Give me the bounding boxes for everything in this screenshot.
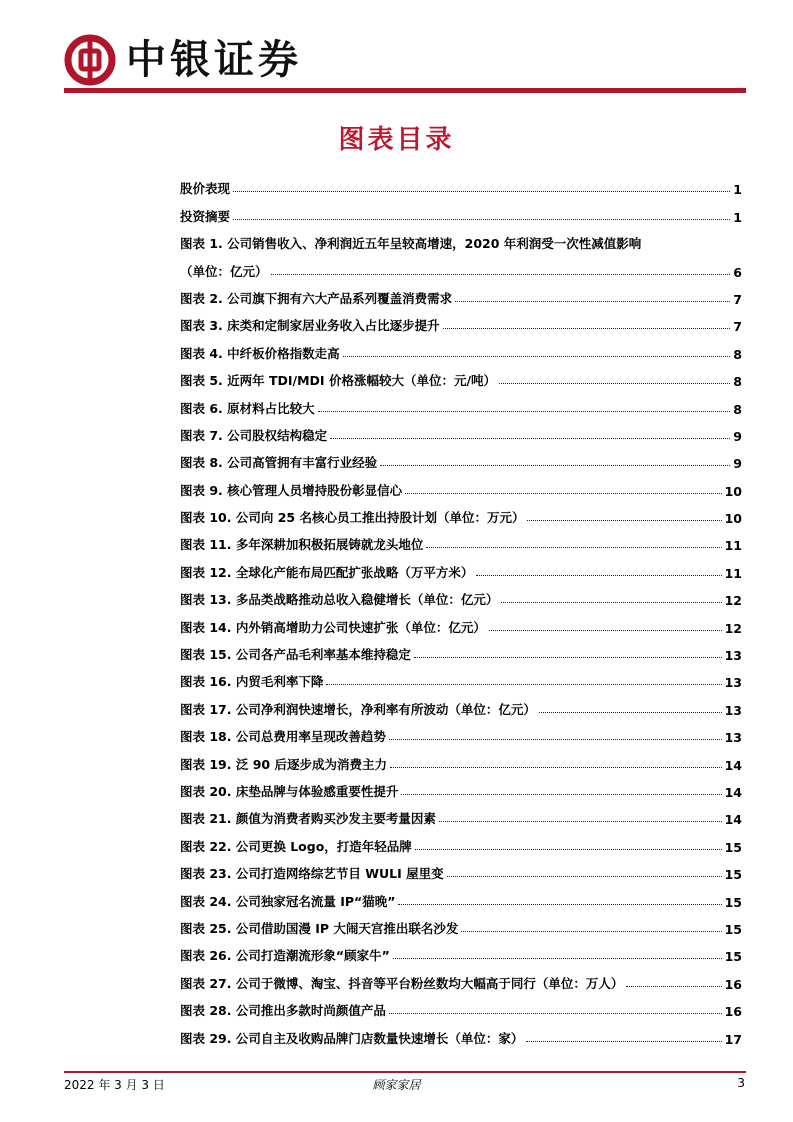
dot-leader [380, 465, 730, 466]
toc-entry-label: 图表 1. 公司销售收入、净利润近五年呈较高增速，2020 年利润受一次性减值影响 [180, 236, 642, 252]
page-title: 图表目录 [338, 125, 455, 155]
toc-entry[interactable] [180, 964, 742, 991]
toc-entry[interactable] [180, 773, 742, 800]
dot-leader [426, 547, 721, 548]
footer-page-number: 3 [737, 1076, 745, 1090]
toc-entry[interactable] [180, 334, 742, 361]
toc-entry[interactable] [180, 882, 742, 909]
toc-entry-label: 图表 14. 内外销高增助力公司快速扩张（单位：亿元） [180, 619, 486, 635]
toc-entry-label: 股价表现 [180, 181, 231, 197]
dot-leader [455, 301, 730, 302]
toc-entry-label: 图表 22. 公司更换 Logo，打造年轻品牌 [180, 838, 412, 854]
toc-entry[interactable] [180, 362, 742, 389]
toc-entry-label: 图表 9. 核心管理人员增持股份彰显信心 [180, 482, 403, 498]
toc-entry-page: 15 [724, 949, 742, 965]
toc-entry[interactable] [180, 663, 742, 690]
toc-entry[interactable] [180, 170, 742, 197]
dot-leader [330, 438, 730, 439]
toc-entry-label: 图表 3. 床类和定制家居业务收入占比逐步提升 [180, 318, 440, 334]
brand-name: 中银证券 [126, 36, 302, 83]
toc-entry[interactable] [180, 800, 742, 827]
toc-entry-page: 11 [724, 565, 742, 581]
toc-entry-page: 14 [724, 785, 742, 800]
toc-entry-label: 图表 26. 公司打造潮流形象“顾家牛” [180, 948, 390, 964]
dot-leader [461, 931, 721, 932]
toc-entry-page: 1 [733, 182, 742, 198]
toc-entry-label: 图表 20. 床垫品牌与体验感重要性提升 [180, 784, 399, 799]
toc-entry-page: 1 [733, 209, 742, 225]
toc-entry-label: 图表 15. 公司各产品毛利率基本维持稳定 [180, 647, 411, 663]
toc-entry-page: 13 [724, 702, 742, 718]
toc-entry[interactable] [180, 444, 742, 471]
toc-entry[interactable] [180, 225, 742, 280]
toc-entry-page: 12 [724, 620, 742, 636]
dot-leader [476, 575, 721, 576]
toc-entry-label: 图表 17. 公司净利润快速增长，净利率有所波动（单位：亿元） [180, 701, 536, 717]
toc-entry-label: 图表 5. 近两年 TDI/MDI 价格涨幅较大（单位：元/吨） [180, 373, 497, 389]
dot-leader [439, 821, 722, 822]
toc-entry-page: 7 [733, 291, 742, 307]
footer-divider [64, 1071, 746, 1073]
toc-entry[interactable] [180, 553, 742, 580]
toc-entry[interactable] [180, 910, 742, 937]
toc-entry-page: 9 [733, 456, 742, 472]
toc-entry[interactable] [180, 636, 742, 663]
toc-entry-page: 16 [724, 1004, 742, 1020]
toc-entry[interactable] [180, 745, 742, 772]
toc-entry-label: 图表 23. 公司打造网络综艺节目 WULI 屋里变 [180, 866, 444, 882]
toc-list [180, 170, 742, 1047]
dot-leader [393, 958, 722, 959]
toc-entry-label: 图表 29. 公司自主及收购品牌门店数量快速增长（单位：家） [180, 1030, 524, 1046]
toc-entry-page: 10 [724, 511, 742, 527]
toc-entry-page: 14 [724, 757, 742, 773]
dot-leader [527, 520, 721, 521]
toc-entry-label: 图表 12. 全球化产能布局匹配扩张战略（万平方米） [180, 564, 474, 580]
toc-entry-page: 10 [724, 483, 742, 499]
toc-entry[interactable] [180, 499, 742, 526]
footer-date: 2022 年 3 月 3 日 [64, 1078, 165, 1092]
toc-entry-page: 9 [733, 428, 742, 444]
dot-leader [443, 328, 731, 329]
toc-entry[interactable] [180, 389, 742, 416]
dot-leader [398, 904, 721, 905]
toc-entry-label: 图表 6. 原材料占比较大 [180, 400, 315, 416]
toc-entry[interactable] [180, 471, 742, 498]
toc-entry[interactable] [180, 690, 742, 717]
toc-entry-page: 11 [724, 538, 742, 554]
header-divider [64, 88, 746, 93]
dot-leader [343, 356, 731, 357]
dot-leader [271, 274, 731, 275]
dot-leader [233, 191, 730, 192]
toc-entry-page: 8 [733, 374, 742, 390]
toc-entry-page: 17 [724, 1031, 742, 1047]
toc-entry[interactable] [180, 526, 742, 553]
dot-leader [405, 493, 721, 494]
dot-leader [326, 684, 721, 685]
dot-leader [401, 794, 721, 795]
page-header [0, 0, 793, 100]
toc-entry[interactable] [180, 197, 742, 224]
toc-entry-label: 图表 2. 公司旗下拥有六大产品系列覆盖消费需求 [180, 290, 453, 306]
toc-entry-label: 图表 18. 公司总费用率呈现改善趋势 [180, 729, 386, 745]
toc-entry-label: 投资摘要 [180, 208, 231, 224]
toc-entry-label-cont: （单位：亿元） [180, 263, 268, 279]
toc-entry[interactable] [180, 581, 742, 608]
toc-entry-page: 13 [724, 648, 742, 664]
dot-leader [539, 712, 722, 713]
toc-entry-page: 12 [724, 593, 742, 609]
toc-entry-label: 图表 13. 多品类战略推动总收入稳健增长（单位：亿元） [180, 592, 499, 608]
toc-entry-label: 图表 27. 公司于微博、淘宝、抖音等平台粉丝数均大幅高于同行（单位：万人） [180, 975, 624, 991]
footer-company: 顾家家居 [372, 1078, 421, 1092]
toc-entry-page: 13 [724, 730, 742, 746]
toc-entry-label: 图表 19. 泛 90 后逐步成为消费主力 [180, 756, 387, 772]
dot-leader [389, 739, 722, 740]
toc-entry[interactable] [180, 1019, 742, 1046]
toc-entry[interactable] [180, 417, 742, 444]
dot-leader [526, 1041, 721, 1042]
dot-leader [499, 383, 730, 384]
toc-entry-label: 图表 28. 公司推出多款时尚颜值产品 [180, 1003, 386, 1019]
dot-leader [415, 849, 722, 850]
toc-entry-label: 图表 25. 公司借助国漫 IP 大闹天宫推出联名沙发 [180, 920, 459, 936]
dot-leader [489, 630, 722, 631]
toc-entry-label: 图表 10. 公司向 25 名核心员工推出持股计划（单位：万元） [180, 510, 525, 526]
dot-leader [447, 876, 722, 877]
toc-entry-page: 15 [724, 894, 742, 910]
toc-entry[interactable] [180, 992, 742, 1019]
toc-entry-page: 6 [733, 264, 742, 280]
bank-of-china-logo-icon [64, 34, 116, 86]
toc-entry[interactable] [180, 280, 742, 307]
toc-entry-page: 14 [724, 812, 742, 828]
toc-entry[interactable] [180, 307, 742, 334]
dot-leader [501, 602, 721, 603]
dot-leader [414, 657, 722, 658]
toc-entry-page: 15 [724, 839, 742, 855]
dot-leader [389, 1013, 722, 1014]
dot-leader [390, 767, 722, 768]
toc-entry-page: 8 [733, 401, 742, 417]
toc-entry-label: 图表 8. 公司高管拥有丰富行业经验 [180, 455, 378, 471]
toc-entry-label: 图表 4. 中纤板价格指数走高 [180, 345, 340, 361]
toc-entry-label: 图表 7. 公司股权结构稳定 [180, 427, 328, 443]
toc-entry-label: 图表 11. 多年深耕加积极拓展铸就龙头地位 [180, 537, 424, 553]
toc-entry-label: 图表 24. 公司独家冠名流量 IP“猫晚” [180, 893, 396, 909]
toc-entry-label: 图表 21. 颜值为消费者购买沙发主要考量因素 [180, 811, 436, 827]
toc-entry-page: 16 [724, 976, 742, 992]
toc-entry[interactable] [180, 608, 742, 635]
toc-entry[interactable] [180, 937, 742, 964]
dot-leader [233, 219, 730, 220]
toc-entry-page: 8 [733, 346, 742, 362]
toc-entry-page: 15 [724, 867, 742, 883]
toc-entry-page: 13 [724, 675, 742, 691]
toc-entry[interactable] [180, 718, 742, 745]
toc-entry[interactable] [180, 827, 742, 854]
toc-entry-page: 15 [724, 921, 742, 937]
dot-leader [626, 986, 721, 987]
toc-entry[interactable] [180, 855, 742, 882]
dot-leader [318, 411, 731, 412]
toc-entry-label: 图表 16. 内贸毛利率下降 [180, 674, 324, 690]
toc-entry-page: 7 [733, 319, 742, 335]
